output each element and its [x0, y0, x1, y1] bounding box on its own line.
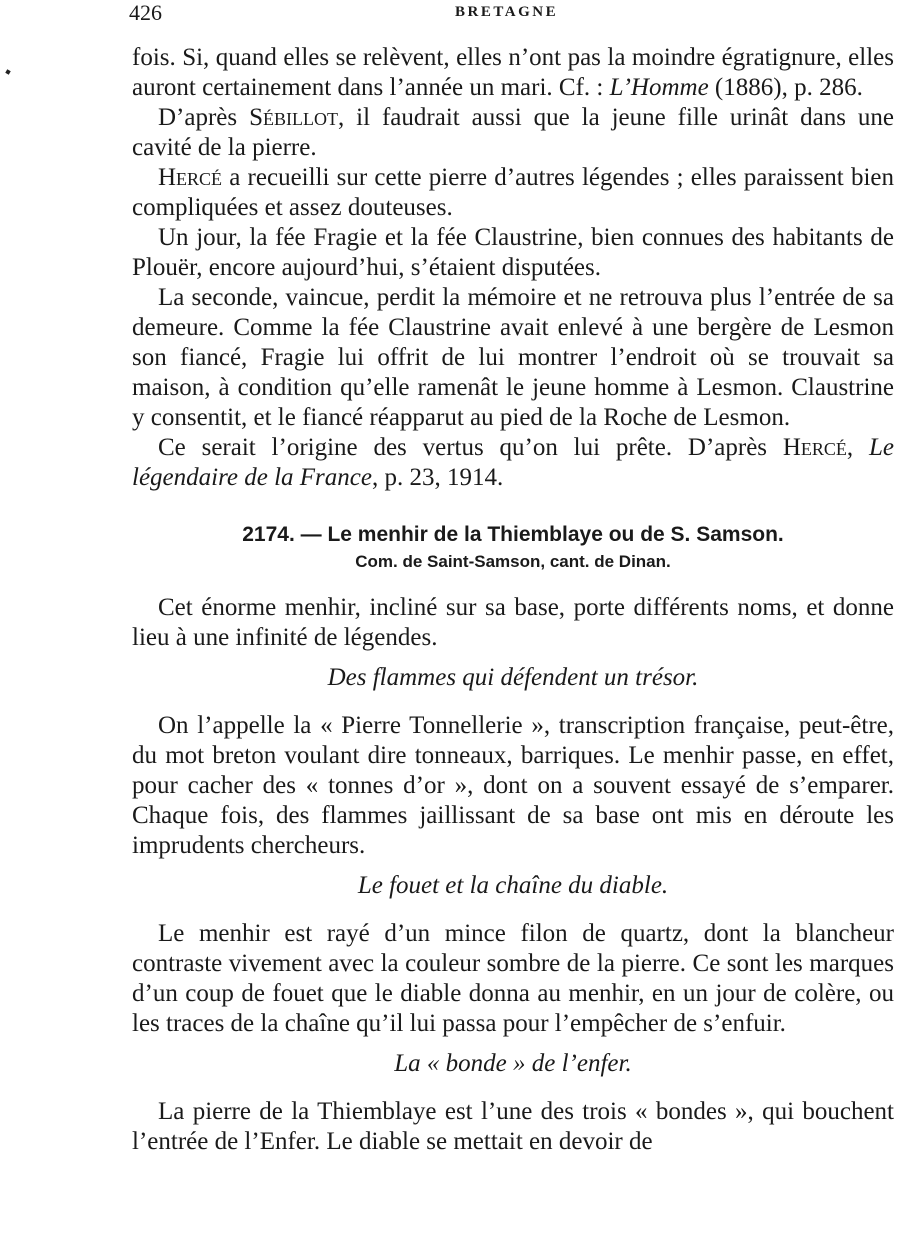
- paragraph: D’après Sébillot, il faudrait aussi que la jeune fille urinât dans une cavité de la pierre.: [132, 104, 894, 161]
- page-number: 426: [129, 0, 162, 25]
- paragraph: Hercé a recueilli sur cette pierre d’autres légendes ; elles paraissent bien compliquées et assez douteuses.: [132, 164, 894, 221]
- page-header: [129, 0, 889, 30]
- paragraph: On l’appelle la « Pierre Tonnellerie », transcription française, peut-être, du mot breton voulant dire tonneaux, barriques. Le menhir passe, en effet, pour cacher des « tonnes d’or », dont on a souvent essayé de s’emparer. Chaque fois, des flammes jaillissant de sa base ont mis en déroute les imprudents chercheurs.: [132, 712, 894, 859]
- paragraph: Ce serait l’origine des vertus qu’on lui prête. D’après Hercé, Le légendaire de la France, p. 23, 1914.: [132, 434, 894, 491]
- paragraph: Cet énorme menhir, incliné sur sa base, porte différents noms, et donne lieu à une infinité de légendes.: [132, 594, 894, 651]
- subheading: Le fouet et la chaîne du diable.: [357, 872, 669, 899]
- paragraph: La seconde, vaincue, perdit la mémoire et ne retrouva plus l’entrée de sa demeure. Comme la fée Claustrine avait enlevé à une bergère de Lesmon son fiancé, Fragie lui offrit de lui montrer l’endroit où se trouvait sa maison, à condition qu’elle ramenât le jeune homme à Lesmon. Claustrine y consentit, et le fiancé réapparut au pied de la Roche de Lesmon.: [132, 284, 894, 431]
- paragraph: Le menhir est rayé d’un mince filon de quartz, dont la blancheur contraste vivement avec la couleur sombre de la pierre. Ce sont les marques d’un coup de fouet que le diable donna au menhir, en un jour de colère, ou les traces de la chaîne qu’il lui passa pour l’empêcher de s’enfuir.: [132, 920, 894, 1037]
- margin-mark: [5, 69, 10, 74]
- paragraph: La pierre de la Thiemblaye est l’une des trois « bondes », qui bouchent l’entrée de l’Enfer. Le diable se mettait en devoir de: [132, 1098, 894, 1155]
- paragraph: Un jour, la fée Fragie et la fée Claustrine, bien connues des habitants de Plouër, encore aujourd’hui, s’étaient disputées.: [132, 224, 894, 281]
- section-subtitle: Com. de Saint-Samson, cant. de Dinan.: [355, 552, 671, 571]
- paragraph: fois. Si, quand elles se relèvent, elles n’ont pas la moindre égratignure, elles auront certainement dans l’année un mari. Cf. : L’Homme (1886), p. 286.: [132, 44, 894, 101]
- subheading: La « bonde » de l’enfer.: [394, 1050, 632, 1077]
- subheading: Des flammes qui défendent un trésor.: [327, 664, 699, 691]
- running-head: BRETAGNE: [455, 4, 559, 20]
- section-title: 2174. — Le menhir de la Thiemblaye ou de S. Samson.: [242, 523, 784, 546]
- body-text: [132, 43, 894, 1157]
